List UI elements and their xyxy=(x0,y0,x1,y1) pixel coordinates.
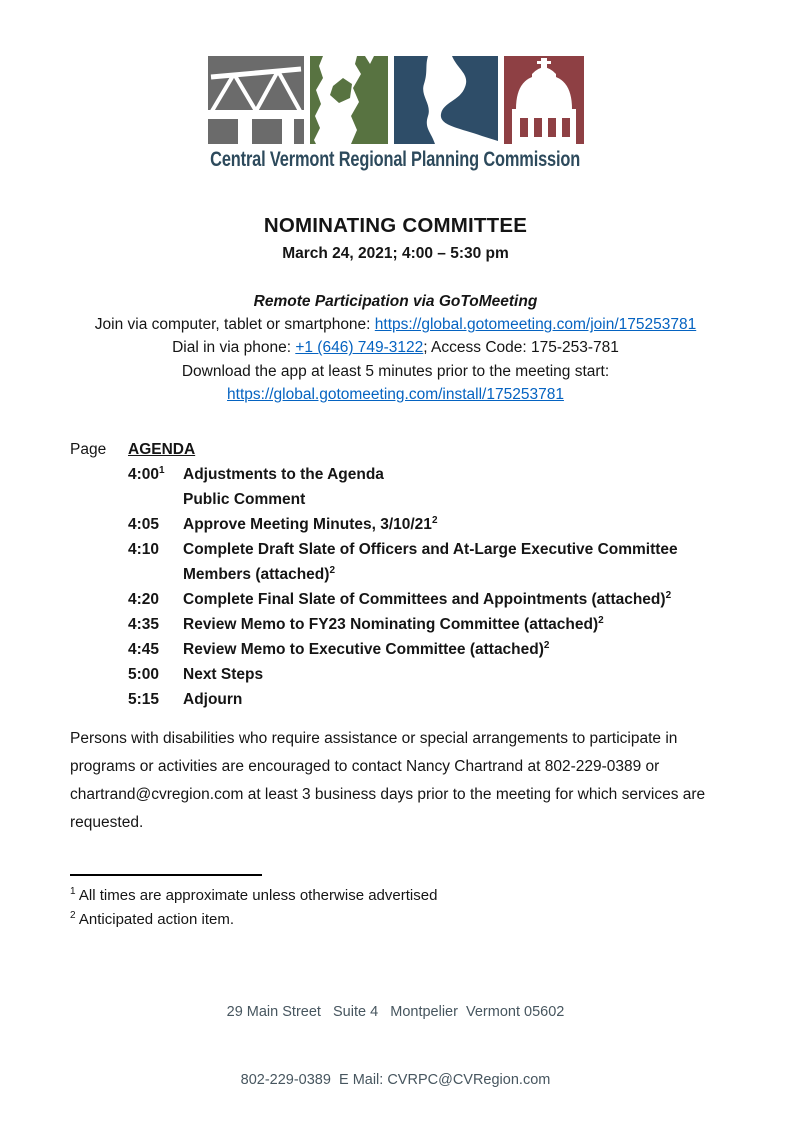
footnote-marker: 1 xyxy=(159,464,165,476)
participation-heading: Remote Participation via GoToMeeting xyxy=(253,293,538,310)
agenda-item-text: Adjourn xyxy=(183,691,243,709)
footnote-marker: 2 xyxy=(431,514,438,526)
footnote-separator-rule xyxy=(70,874,262,876)
footnote-marker: 2 xyxy=(598,614,604,626)
footer-contact: 802-229-0389 E Mail: CVRPC@CVRegion.com xyxy=(240,1071,551,1088)
remote-participation-section xyxy=(0,290,791,406)
meeting-datetime: March 24, 2021; 4:00 – 5:30 pm xyxy=(282,245,509,262)
agenda-item-public-comment xyxy=(70,487,791,512)
capitol-dome-icon xyxy=(504,56,584,144)
agenda-item-405 xyxy=(70,512,791,537)
agenda-item-text: Public Comment xyxy=(183,491,306,509)
agenda-item-400 xyxy=(70,462,791,487)
agenda-item-text: Adjustments to the Agenda xyxy=(183,466,384,484)
bridge-icon xyxy=(208,56,304,144)
agenda-time: 4:35 xyxy=(128,616,160,634)
agenda-item-text: Approve Meeting Minutes, $3/10/21^2$ xyxy=(183,514,438,534)
agenda-item-text: Complete Draft Slate of Officers and At-Large Executive Committee Members (attached)$^2$ xyxy=(183,541,678,584)
page-column-label: Page xyxy=(70,441,107,459)
agenda-item-text: Review Memo to FY23 Nominating Committee (attached)$^2$ xyxy=(183,614,604,634)
agenda-time: 4:45 xyxy=(128,641,160,659)
agenda-time: 5:15 xyxy=(128,691,160,709)
footnote-marker: 2 xyxy=(329,564,335,576)
join-line xyxy=(0,313,791,336)
vermont-state-icon xyxy=(310,56,388,144)
agenda-item-445 xyxy=(70,637,791,662)
footnote-marker: 2 xyxy=(665,589,672,601)
dial-line xyxy=(0,336,791,359)
agenda-item-420 xyxy=(70,587,791,612)
org-name: Central Vermont Regional Planning Commission xyxy=(210,148,581,171)
footnote-1: $^1$ All times are approximate unless otherwise advertised xyxy=(70,886,438,904)
agenda-time: $4:00^1$ xyxy=(128,464,165,484)
agenda-time: 4:05 xyxy=(128,516,160,534)
agenda-item-text: Review Memo to Executive Committee (attached)$^2$ xyxy=(183,639,550,659)
download-note: Download the app at least 5 minutes prior to the meeting start: xyxy=(181,362,610,380)
join-prefix: Join via computer, tablet or smartphone: xyxy=(94,316,375,334)
page-title: NOMINATING COMMITTEE xyxy=(263,214,528,237)
agenda-item-text: Next Steps xyxy=(183,666,264,684)
install-line xyxy=(0,383,791,406)
document-footer xyxy=(0,956,791,1136)
agenda-section xyxy=(70,437,791,712)
agenda-time: 4:10 xyxy=(128,541,160,559)
logo-panel-strip xyxy=(0,56,791,144)
agenda-header-row xyxy=(70,437,791,462)
footnote-2: $^2$ Anticipated action item. xyxy=(70,910,234,928)
join-meeting-link[interactable]: https://global.gotomeeting.com/join/175253781 xyxy=(374,316,697,334)
agenda-time: 5:00 xyxy=(128,666,160,684)
access-code: ; Access Code: 175-253-781 xyxy=(423,339,619,357)
dial-phone-link[interactable]: +1 (646) 749-3122 xyxy=(295,339,424,357)
org-logo xyxy=(0,0,791,172)
dial-prefix: Dial in via phone: xyxy=(172,339,296,357)
agenda-item-text: Complete Final Slate of Committees and Appointments (attached)$^2$ xyxy=(183,589,672,609)
agenda-time: 4:20 xyxy=(128,591,160,609)
accessibility-notice: Persons with disabilities who require assistance or special arrangements to participate in programs or activities are encouraged to contact Nancy Chartrand at 802-229-0389 or chartrand@cvregion.com at least 3 business days prior to the meeting for which services are requested. xyxy=(70,730,706,832)
footer-address: 29 Main Street Suite 4 Montpelier Vermont 05602 xyxy=(226,1004,565,1020)
agenda-item-500 xyxy=(70,662,791,687)
agenda-item-410 xyxy=(70,537,791,587)
agenda-item-435 xyxy=(70,612,791,637)
footnote-marker: 2 xyxy=(543,639,550,651)
agenda-heading: AGENDA xyxy=(128,441,196,459)
install-app-link[interactable]: https://global.gotomeeting.com/install/175253781 xyxy=(227,385,564,403)
footnotes-section xyxy=(70,874,437,932)
river-icon xyxy=(394,56,498,144)
agenda-item-515 xyxy=(70,687,791,712)
agenda-time xyxy=(128,487,183,512)
